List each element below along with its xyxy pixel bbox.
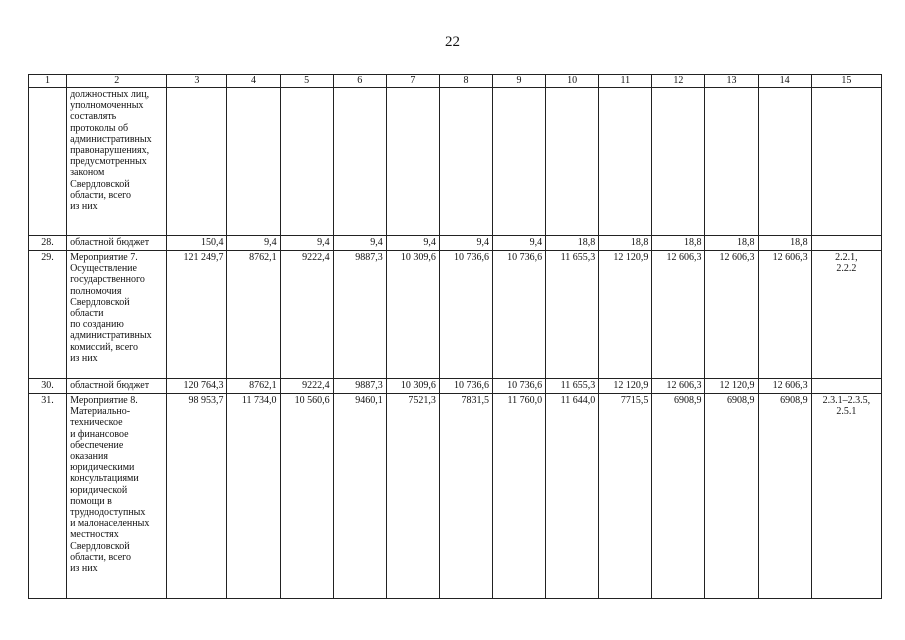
amount-cell: 7715,5 bbox=[599, 394, 652, 599]
target-indicator-cell bbox=[811, 394, 881, 599]
amount-cell: 9,4 bbox=[493, 236, 546, 251]
amount-cell: 12 606,3 bbox=[758, 251, 811, 379]
target-indicator-cell bbox=[811, 251, 881, 379]
column-header: 7 bbox=[386, 75, 439, 88]
amount-cell: 12 606,3 bbox=[705, 251, 758, 379]
amount-cell: 10 736,6 bbox=[493, 251, 546, 379]
amount-cell bbox=[439, 88, 492, 236]
amount-cell bbox=[758, 88, 811, 236]
description-line: местностях bbox=[70, 529, 119, 541]
column-header: 14 bbox=[758, 75, 811, 88]
description-line: Материально- bbox=[70, 406, 131, 418]
column-header: 3 bbox=[167, 75, 227, 88]
amount-cell: 9,4 bbox=[386, 236, 439, 251]
target-indicator-cell bbox=[811, 236, 881, 251]
amount-cell: 9,4 bbox=[333, 236, 386, 251]
description-line: государственного bbox=[70, 274, 145, 286]
page-number: 22 bbox=[445, 34, 460, 50]
description-line: Свердловской bbox=[70, 296, 130, 308]
amount-cell: 7521,3 bbox=[386, 394, 439, 599]
description-cell bbox=[67, 236, 167, 251]
program-funding-table bbox=[28, 74, 882, 599]
amount-cell: 11 655,3 bbox=[546, 251, 599, 379]
amount-cell: 9460,1 bbox=[333, 394, 386, 599]
description-line: Мероприятие 8. bbox=[70, 395, 138, 406]
description-line: Мероприятие 7. bbox=[70, 252, 138, 263]
amount-cell: 10 309,6 bbox=[386, 379, 439, 394]
amount-cell: 18,8 bbox=[652, 236, 705, 251]
amount-cell: 18,8 bbox=[599, 236, 652, 251]
table-row bbox=[29, 394, 882, 599]
target-indicator-cell bbox=[811, 379, 881, 394]
description-line: Свердловской bbox=[70, 178, 130, 190]
column-header: 9 bbox=[493, 75, 546, 88]
column-header: 12 bbox=[652, 75, 705, 88]
description-line: областной бюджет bbox=[70, 237, 150, 248]
amount-cell: 7831,5 bbox=[439, 394, 492, 599]
column-header: 4 bbox=[227, 75, 280, 88]
amount-cell: 121 249,7 bbox=[167, 251, 227, 379]
table-header-row bbox=[29, 75, 882, 88]
description-line: комиссий, всего bbox=[70, 341, 139, 353]
row-number-cell: 29. bbox=[29, 251, 67, 379]
amount-cell bbox=[652, 88, 705, 236]
amount-cell: 18,8 bbox=[705, 236, 758, 251]
target-indicator-ref: 2.2.2 bbox=[836, 263, 857, 275]
description-line: из них bbox=[70, 563, 98, 575]
column-header: 13 bbox=[705, 75, 758, 88]
amount-cell bbox=[493, 88, 546, 236]
amount-cell bbox=[546, 88, 599, 236]
description-line: протоколы об bbox=[70, 122, 129, 134]
amount-cell: 6908,9 bbox=[652, 394, 705, 599]
target-indicator-cell bbox=[811, 88, 881, 236]
amount-cell bbox=[386, 88, 439, 236]
table-row bbox=[29, 251, 882, 379]
amount-cell: 120 764,3 bbox=[167, 379, 227, 394]
column-header: 6 bbox=[333, 75, 386, 88]
amount-cell bbox=[599, 88, 652, 236]
description-line: полномочия bbox=[70, 285, 122, 297]
amount-cell: 12 606,3 bbox=[652, 379, 705, 394]
amount-cell: 6908,9 bbox=[758, 394, 811, 599]
target-indicator-ref: 2.3.1–2.3.5, bbox=[822, 395, 871, 406]
description-line: правонарушениях, bbox=[70, 145, 150, 157]
description-line: из них bbox=[70, 201, 98, 213]
amount-cell bbox=[227, 88, 280, 236]
description-line: области bbox=[70, 308, 104, 320]
amount-cell: 12 606,3 bbox=[758, 379, 811, 394]
description-line: административных bbox=[70, 330, 152, 342]
amount-cell: 9,4 bbox=[280, 236, 333, 251]
description-line: Осуществление bbox=[70, 263, 137, 275]
description-line: законом bbox=[70, 167, 105, 179]
column-header: 10 bbox=[546, 75, 599, 88]
target-indicator-ref: 2.2.1, bbox=[835, 252, 858, 263]
amount-cell: 150,4 bbox=[167, 236, 227, 251]
column-header: 11 bbox=[599, 75, 652, 88]
column-header: 5 bbox=[280, 75, 333, 88]
amount-cell: 10 736,6 bbox=[439, 251, 492, 379]
description-line: юридическими bbox=[70, 462, 135, 474]
amount-cell: 11 734,0 bbox=[227, 394, 280, 599]
description-line: административных bbox=[70, 133, 152, 145]
description-line: должностных лиц, bbox=[70, 89, 150, 100]
amount-cell: 9887,3 bbox=[333, 379, 386, 394]
description-line: обеспечение bbox=[70, 439, 124, 451]
row-number-cell bbox=[29, 88, 67, 236]
amount-cell: 10 736,6 bbox=[439, 379, 492, 394]
amount-cell: 11 644,0 bbox=[546, 394, 599, 599]
description-line: оказания bbox=[70, 451, 108, 463]
description-line: области, всего bbox=[70, 551, 132, 563]
amount-cell bbox=[167, 88, 227, 236]
description-line: области, всего bbox=[70, 189, 132, 201]
amount-cell: 12 120,9 bbox=[599, 251, 652, 379]
table-row bbox=[29, 88, 882, 236]
target-indicator-ref: 2.5.1 bbox=[836, 406, 857, 418]
description-line: и малонаселенных bbox=[70, 518, 150, 530]
description-line: из них bbox=[70, 352, 98, 364]
description-line: консультациями bbox=[70, 473, 139, 485]
amount-cell: 6908,9 bbox=[705, 394, 758, 599]
column-header: 15 bbox=[811, 75, 881, 88]
amount-cell: 9,4 bbox=[227, 236, 280, 251]
amount-cell: 18,8 bbox=[758, 236, 811, 251]
row-number-cell: 30. bbox=[29, 379, 67, 394]
amount-cell bbox=[280, 88, 333, 236]
amount-cell: 12 120,9 bbox=[705, 379, 758, 394]
description-line: юридической bbox=[70, 484, 128, 496]
amount-cell: 10 309,6 bbox=[386, 251, 439, 379]
amount-cell: 9222,4 bbox=[280, 379, 333, 394]
description-cell bbox=[67, 379, 167, 394]
amount-cell: 9,4 bbox=[439, 236, 492, 251]
amount-cell bbox=[333, 88, 386, 236]
description-cell bbox=[67, 88, 167, 236]
amount-cell: 12 606,3 bbox=[652, 251, 705, 379]
description-line: составлять bbox=[70, 111, 117, 123]
description-cell bbox=[67, 394, 167, 599]
column-header: 1 bbox=[29, 75, 67, 88]
description-line: Свердловской bbox=[70, 540, 130, 552]
amount-cell bbox=[705, 88, 758, 236]
amount-cell: 10 560,6 bbox=[280, 394, 333, 599]
description-cell bbox=[67, 251, 167, 379]
description-line: уполномоченных bbox=[70, 100, 144, 112]
description-line: помощи в bbox=[70, 495, 112, 507]
row-number-cell: 31. bbox=[29, 394, 67, 599]
description-line: труднодоступных bbox=[70, 507, 146, 519]
description-line: и финансовое bbox=[70, 428, 129, 440]
description-line: техническое bbox=[70, 417, 123, 429]
description-line: областной бюджет bbox=[70, 380, 150, 391]
amount-cell: 11 655,3 bbox=[546, 379, 599, 394]
amount-cell: 9222,4 bbox=[280, 251, 333, 379]
amount-cell: 98 953,7 bbox=[167, 394, 227, 599]
amount-cell: 8762,1 bbox=[227, 379, 280, 394]
amount-cell: 10 736,6 bbox=[493, 379, 546, 394]
amount-cell: 8762,1 bbox=[227, 251, 280, 379]
amount-cell: 18,8 bbox=[546, 236, 599, 251]
row-number-cell: 28. bbox=[29, 236, 67, 251]
column-header: 2 bbox=[67, 75, 167, 88]
description-line: предусмотренных bbox=[70, 156, 147, 168]
amount-cell: 9887,3 bbox=[333, 251, 386, 379]
column-header: 8 bbox=[439, 75, 492, 88]
amount-cell: 11 760,0 bbox=[493, 394, 546, 599]
description-line: по созданию bbox=[70, 319, 124, 331]
table-row bbox=[29, 236, 882, 251]
amount-cell: 12 120,9 bbox=[599, 379, 652, 394]
table-row bbox=[29, 379, 882, 394]
